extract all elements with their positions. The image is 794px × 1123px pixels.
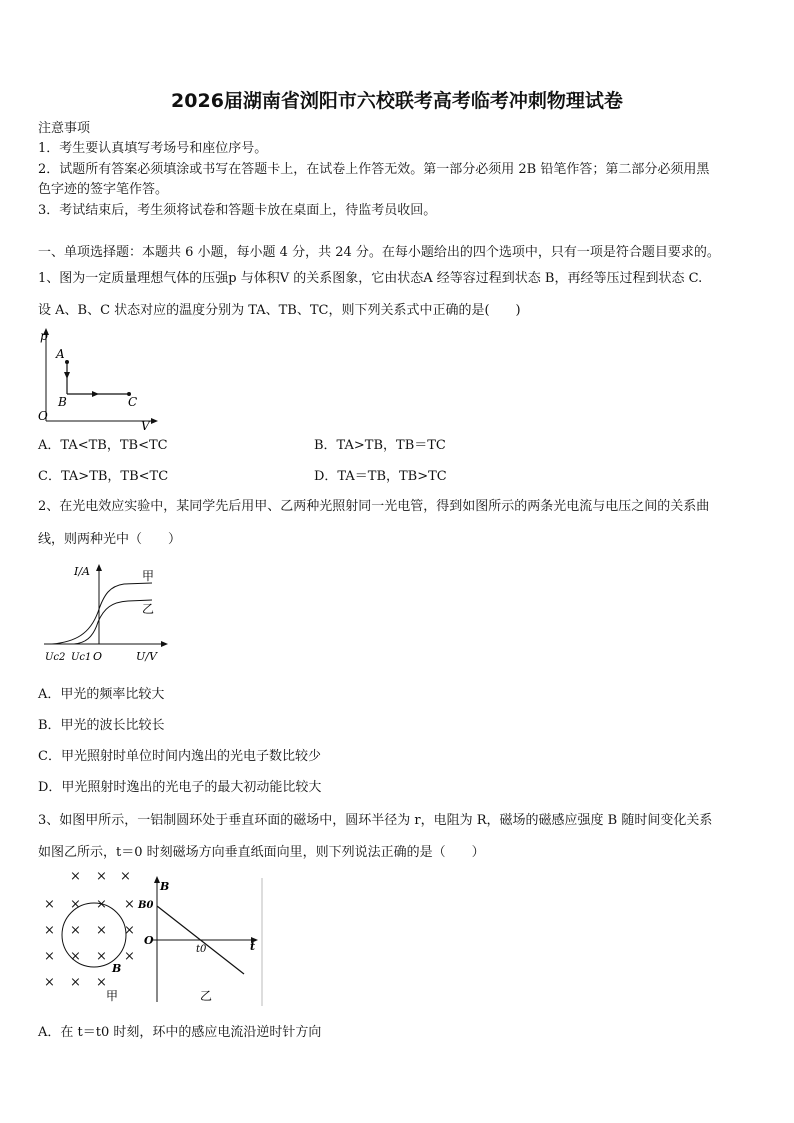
section-heading: 一、单项选择题：本题共 6 小题，每小题 4 分，共 24 分。在每小题给出的四个选项中，只有一项是符合题目要求的。 xyxy=(38,245,720,260)
q1-point-a xyxy=(65,360,69,364)
q3-stem-line-2: 如图乙所示，t＝0 时刻磁场方向垂直纸面向里，则下列说法正确的是（ ） xyxy=(38,845,485,860)
q1-label-b: B xyxy=(58,395,67,409)
svg-text:×: × xyxy=(70,975,81,990)
svg-text:×: × xyxy=(124,923,135,938)
q2-option-d[interactable]: D．甲光照射时逸出的光电子的最大初动能比较大 xyxy=(38,780,322,795)
q1-option-c[interactable]: C．TA>TB，TB<TC xyxy=(38,469,169,484)
q2-label-i: I/A xyxy=(74,565,90,578)
q3-label-t0: t0 xyxy=(196,944,207,955)
q1-option-b[interactable]: B．TA>TB，TB＝TC xyxy=(314,438,446,453)
q2-label-uc1: Uc1 xyxy=(71,652,92,663)
svg-text:×: × xyxy=(44,923,55,938)
notice-item-3: 3．考试结束后，考生须将试卷和答题卡放在桌面上，待监考员收回。 xyxy=(38,203,437,218)
svg-text:×: × xyxy=(44,975,55,990)
q3-label-b0: B0 xyxy=(138,900,154,911)
q2-u-axis-arrow xyxy=(161,641,168,647)
svg-text:×: × xyxy=(44,949,55,964)
q1-stem-line-1: 1、图为一定质量理想气体的压强p 与体积V 的关系图象，它由状态A 经等容过程到状态 B，再经等压过程到状态 C. xyxy=(38,271,703,286)
q1-option-a[interactable]: A．TA<TB，TB<TC xyxy=(38,438,168,453)
q2-stem-line-2: 线，则两种光中（ ） xyxy=(38,532,182,547)
q1-label-a: A xyxy=(56,347,65,361)
q2-label-uc2: Uc2 xyxy=(45,652,66,663)
q1-stem-line-2: 设 A、B、C 状态对应的温度分别为 TA、TB、TC，则下列关系式中正确的是( ) xyxy=(38,303,521,318)
svg-text:×: × xyxy=(96,923,107,938)
q1-label-c: C xyxy=(128,395,138,409)
svg-text:×: × xyxy=(70,897,81,912)
svg-text:×: × xyxy=(120,872,131,884)
svg-text:×: × xyxy=(96,975,107,990)
svg-text:×: × xyxy=(124,897,135,912)
q3-label-t: t xyxy=(250,940,256,953)
svg-text:×: × xyxy=(96,897,107,912)
svg-text:×: × xyxy=(70,872,81,884)
svg-text:×: × xyxy=(96,949,107,964)
q2-label-o: O xyxy=(93,650,103,663)
q3-stem-line-1: 3、如图甲所示，一铝制圆环处于垂直环面的磁场中，圆环半径为 r，电阻为 R，磁场的磁感应强度 B 随时间变化关系 xyxy=(38,813,713,828)
q2-option-c[interactable]: C．甲光照射时单位时间内逸出的光电子数比较少 xyxy=(38,749,321,764)
svg-text:×: × xyxy=(70,923,81,938)
q2-iv-diagram xyxy=(40,560,170,666)
q3-option-a[interactable]: A．在 t＝t0 时刻，环中的感应电流沿逆时针方向 xyxy=(38,1025,322,1040)
q1-pv-diagram xyxy=(36,326,166,432)
q1-v-axis-arrow xyxy=(151,418,158,424)
q1-option-d[interactable]: D．TA＝TB，TB>TC xyxy=(314,469,447,484)
q3-label-yi: 乙 xyxy=(200,989,213,1003)
svg-text:×: × xyxy=(44,897,55,912)
q2-label-yi: 乙 xyxy=(142,602,155,616)
q3-ring-label-b: B xyxy=(112,962,122,975)
q2-stem-line-1: 2、在光电效应实验中，某同学先后用甲、乙两种光照射同一光电管，得到如图所示的两条光电流与电压之间的关系曲 xyxy=(38,499,710,514)
notice-item-2-line-2: 色字迹的签字笔作答。 xyxy=(38,182,169,197)
notice-item-2-line-1: 2．试题所有答案必须填涂或书写在答题卡上，在试卷上作答无效。第一部分必须用 2B 铅笔作答；第二部分必须用黑 xyxy=(38,162,710,177)
notice-heading: 注意事项 xyxy=(38,121,91,136)
notice-item-1: 1．考生要认真填写考场号和座位序号。 xyxy=(38,141,268,156)
q3-label-jia: 甲 xyxy=(106,989,119,1003)
q2-option-a[interactable]: A．甲光的频率比较大 xyxy=(38,687,165,702)
svg-text:×: × xyxy=(70,949,81,964)
q1-right-arrow xyxy=(92,391,99,397)
q1-label-p: p xyxy=(40,329,48,343)
q3-figure xyxy=(40,872,270,1008)
q1-down-arrow xyxy=(64,372,70,379)
q2-curve-yi xyxy=(74,600,155,644)
q2-curve-jia xyxy=(52,583,155,644)
q2-option-b[interactable]: B．甲光的波长比较长 xyxy=(38,718,165,733)
page-title: 2026届湖南省浏阳市六校联考高考临考冲刺物理试卷 xyxy=(171,90,623,112)
q2-i-axis-arrow xyxy=(96,564,102,571)
q3-label-o: O xyxy=(144,934,154,947)
svg-text:×: × xyxy=(96,872,107,884)
q1-label-v: V xyxy=(141,419,150,432)
q3-label-b: B xyxy=(160,880,170,893)
q2-label-jia: 甲 xyxy=(142,569,155,583)
svg-text:×: × xyxy=(124,949,135,964)
q1-label-o: O xyxy=(38,409,48,423)
q2-label-u: U/V xyxy=(136,650,157,663)
